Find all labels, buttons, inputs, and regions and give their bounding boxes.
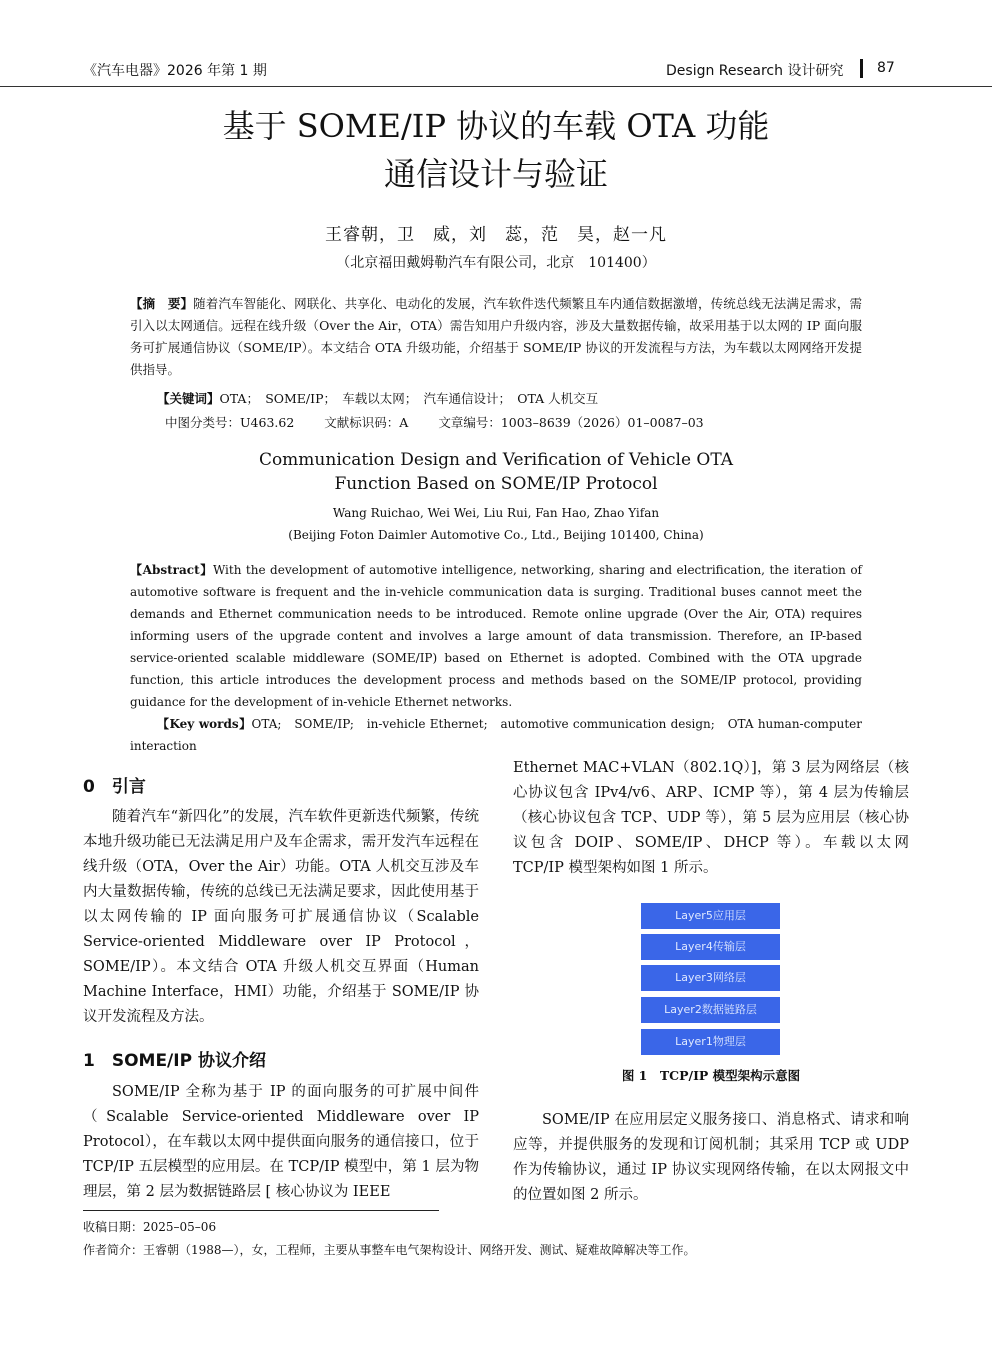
keywords-en-text: OTA; SOME/IP; in-vehicle Ethernet; automotive communication design; OTA human-computer interaction — [130, 717, 862, 753]
journal-name: 《汽车电器》2026 年第 1 期 — [83, 63, 267, 79]
abstract-zh-text: 随着汽车智能化、网联化、共享化、电动化的发展，汽车软件迭代频繁且车内通信数据激增，传统总线无法满足需求，需引入以太网通信。远程在线升级（Over the Air，OTA）需告知用户升级内容，涉及大量数据传输，故采用基于以太网的 IP 面向服务可扩展通信协议（SOME/IP）。本文结合 OTA 升级功能，介绍基于 SOME/IP 协议的开发流程与方法，为车载以太网网络开发提供指导。 — [130, 296, 862, 377]
author-bio: 作者简介：王睿朝（1988—），女，工程师，主要从事整车电气架构设计、网络开发、测试、疑难故障解决等工作。 — [83, 1243, 696, 1257]
page-number: 87 — [877, 60, 895, 76]
header-divider — [860, 59, 863, 78]
abstract-en-label: 【Abstract】 — [130, 563, 213, 577]
classification-line — [165, 413, 734, 431]
keywords-en-label: 【Key words】 — [157, 717, 252, 731]
abstract-en-text: With the development of automotive intelligence, networking, sharing and electrification, the iteration of automotive software is frequent and the in-vehicle communication data is surging. Traditional buses cannot meet the demands and Ethernet communication needs to be introduced. Remote online upgrade (Over the Air, OTA) requires informing users of the upgrade content and involves a large amount of data transmission. Therefore, an IP-based service-oriented scalable middleware (SOME/IP) based on Ethernet is adopted. Combined with the OTA upgrade function, this article introduces the development process and methods based on the SOME/IP protocol, providing guidance for the development of in-vehicle Ethernet networks. — [130, 563, 862, 709]
abstract-en — [130, 559, 862, 757]
keywords-zh-label: 【关键词】 — [157, 391, 220, 406]
affiliation-en: (Beijing Foton Daimler Automotive Co., Ltd., Beijing 101400, China) — [288, 528, 704, 542]
section-1-heading: 1 SOME/IP 协议介绍 — [83, 1051, 266, 1071]
authors-en: Wang Ruichao, Wei Wei, Liu Rui, Fan Hao, Zhao Yifan — [332, 506, 660, 520]
section-0-heading: 0 引言 — [83, 777, 146, 797]
right-column-text-bottom: SOME/IP 在应用层定义服务接口、消息格式、请求和响应等，并提供服务的发现和订阅机制；其采用 TCP 或 UDP 作为传输协议，通过 IP 协议实现网络传输，在以太网报文中的位置如图 2 所示。 — [513, 1112, 909, 1203]
clc-number: 中图分类号：U463.62 — [165, 415, 295, 430]
layer-2-box: Layer2数据链路层 — [641, 997, 780, 1023]
layer-5-box: Layer5应用层 — [641, 903, 780, 929]
figure-1-caption: 图 1 TCP/IP 模型架构示意图 — [621, 1068, 801, 1083]
footnote-rule — [83, 1210, 439, 1211]
layer-3-box: Layer3网络层 — [641, 965, 780, 991]
title-line-2: 通信设计与验证 — [383, 155, 608, 193]
keywords-en — [130, 713, 862, 757]
authors: 王睿朝，卫 威，刘 蕊，范 昊，赵一凡 — [325, 225, 667, 245]
section-0-text: 随着汽车“新四化”的发展，汽车软件更新迭代频繁，传统本地升级功能已无法满足用户及车企需求，需开发汽车远程在线升级（OTA，Over the Air）功能。OTA 人机交互涉及车内大量数据传输，传统的总线已无法满足要求，因此使用基于以太网传输的 IP 面向服务可扩展通信协议（Scalable Service-oriented Middleware over IP Protocol，SOME/IP）。本文结合 OTA 升级人机交互界面（Human Machine Interface，HMI）功能，介绍基于 SOME/IP 协议开发流程及方法。 — [83, 809, 479, 1025]
right-column-text-top: Ethernet MAC+VLAN（802.1Q）]，第 3 层为网络层（核心协议包含 IPv4/v6、ARP、ICMP 等），第 4 层为传输层（核心协议包含 TCP、UDP 等），第 5 层为应用层（核心协议包含 DOIP、SOME/IP、DHCP 等）。车载以太网 TCP/IP 模型架构如图 1 所示。 — [513, 760, 909, 876]
received-date: 收稿日期：2025–05–06 — [83, 1220, 217, 1234]
header-rule — [0, 86, 992, 87]
section-name: Design Research 设计研究 — [666, 63, 844, 79]
title-en-line-2: Function Based on SOME/IP Protocol — [334, 474, 658, 494]
layer-4-box: Layer4传输层 — [641, 934, 780, 960]
title-en-line-1: Communication Design and Verification of Vehicle OTA — [258, 450, 734, 470]
title-en — [0, 448, 992, 496]
doc-code: 文献标识码：A — [324, 415, 409, 430]
abstract-zh-label: 【摘 要】 — [130, 296, 194, 311]
keywords-zh-text: OTA； SOME/IP； 车载以太网； 汽车通信设计； OTA 人机交互 — [219, 391, 599, 406]
keywords-zh — [157, 389, 598, 407]
affiliation: （北京福田戴姆勒汽车有限公司，北京 101400） — [336, 255, 656, 271]
title-line-1: 基于 SOME/IP 协议的车载 OTA 功能 — [222, 107, 770, 145]
layer-1-box: Layer1物理层 — [641, 1029, 780, 1055]
article-number: 文章编号：1003–8639（2026）01–0087–03 — [438, 415, 704, 430]
abstract-zh — [130, 293, 862, 381]
section-1-text: SOME/IP 全称为基于 IP 的面向服务的可扩展中间件（Scalable Service-oriented Middleware over IP Protocol），在车载以太网中提供面向服务的通信接口，位于 TCP/IP 五层模型的应用层。在 TCP/IP 模型中，第 1 层为物理层，第 2 层为数据链路层 [ 核心协议为 IEEE — [83, 1084, 479, 1200]
